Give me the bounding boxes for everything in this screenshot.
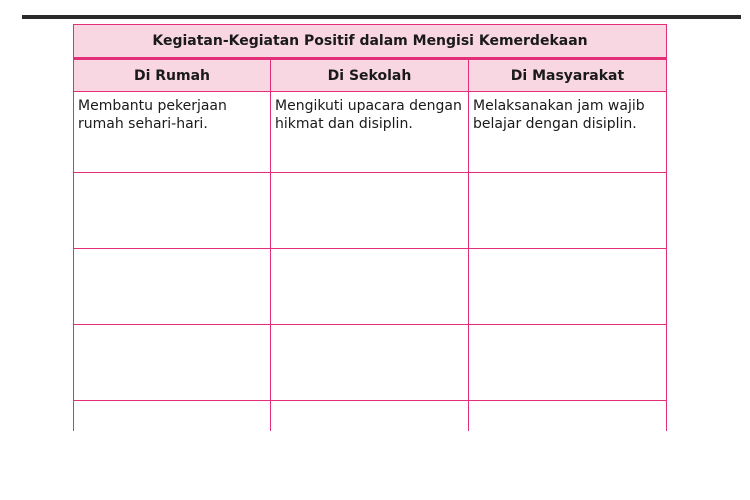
cell-masyarakat-4[interactable]	[469, 325, 667, 401]
table-row	[74, 401, 667, 432]
cell-sekolah-3[interactable]	[271, 249, 469, 325]
cell-rumah-5[interactable]	[74, 401, 271, 432]
header-di-masyarakat: Di Masyarakat	[469, 59, 667, 92]
cell-rumah-3[interactable]	[74, 249, 271, 325]
cell-masyarakat-1: Melaksanakan jam wajib belajar dengan disiplin.	[469, 92, 667, 173]
cell-sekolah-1: Mengikuti upacara dengan hikmat dan disiplin.	[271, 92, 469, 173]
cell-masyarakat-2[interactable]	[469, 173, 667, 249]
table-title: Kegiatan-Kegiatan Positif dalam Mengisi Kemerdekaan	[74, 25, 667, 59]
table-row	[74, 325, 667, 401]
cell-rumah-4[interactable]	[74, 325, 271, 401]
cell-masyarakat-5[interactable]	[469, 401, 667, 432]
table-row	[74, 249, 667, 325]
activities-table	[73, 24, 667, 431]
title-row	[74, 25, 667, 59]
top-rule	[22, 15, 741, 19]
table-row	[74, 173, 667, 249]
cell-sekolah-2[interactable]	[271, 173, 469, 249]
table-row	[74, 92, 667, 173]
header-di-rumah: Di Rumah	[74, 59, 271, 92]
cell-masyarakat-3[interactable]	[469, 249, 667, 325]
cell-sekolah-4[interactable]	[271, 325, 469, 401]
cell-rumah-1: Membantu pekerjaan rumah sehari-hari.	[74, 92, 271, 173]
header-di-sekolah: Di Sekolah	[271, 59, 469, 92]
header-row	[74, 59, 667, 92]
cell-sekolah-5[interactable]	[271, 401, 469, 432]
cell-rumah-2[interactable]	[74, 173, 271, 249]
